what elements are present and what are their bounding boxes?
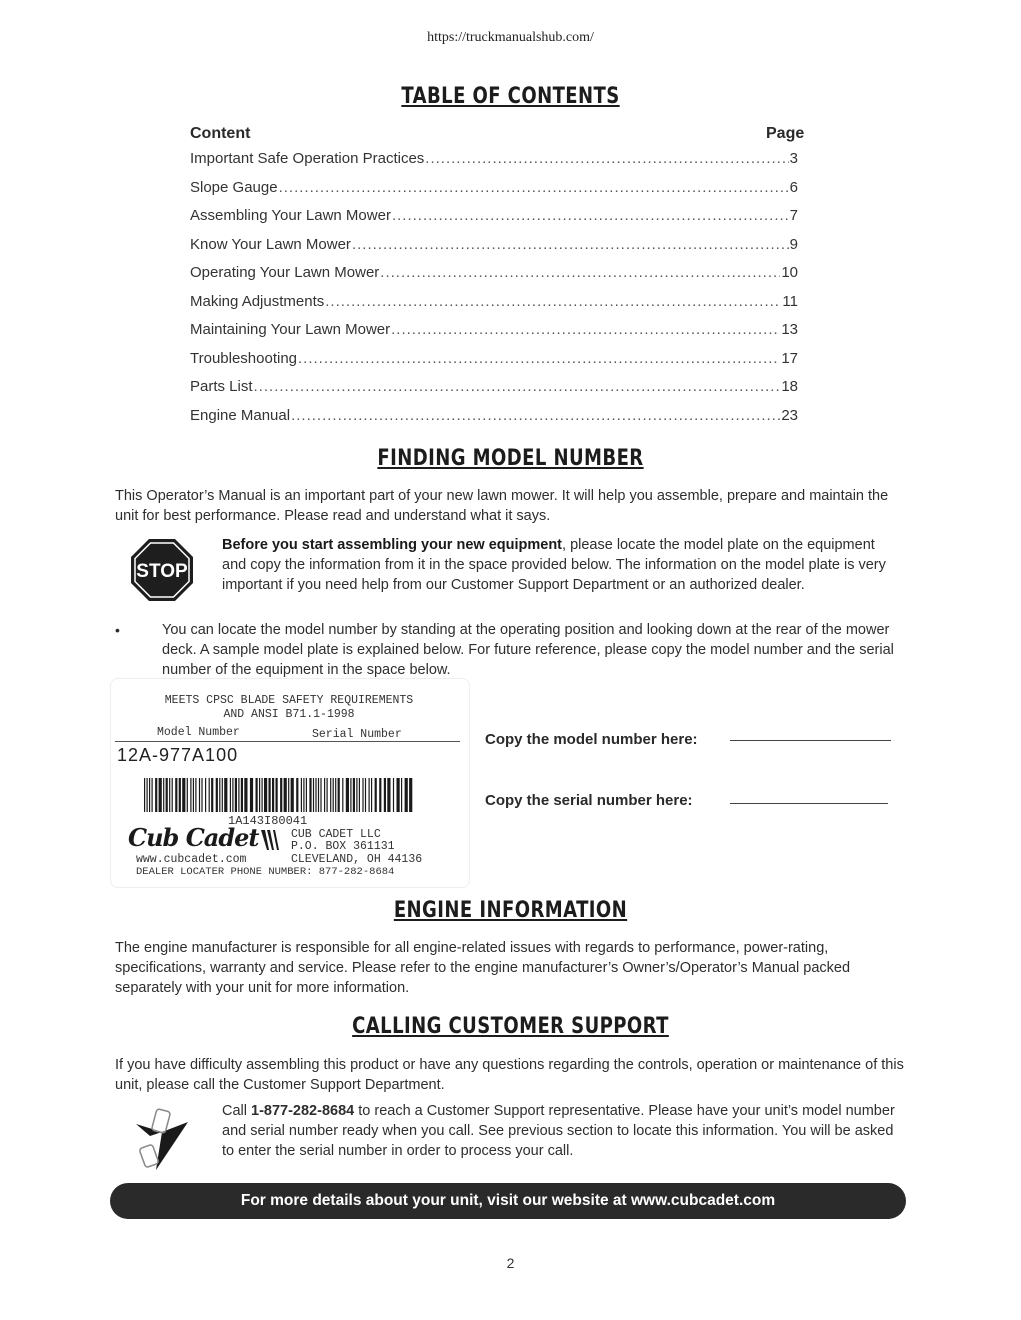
toc-entry: Troubleshooting ..... 17 bbox=[190, 350, 798, 379]
toc-entry: Operating Your Lawn Mower ..... 10 bbox=[190, 264, 798, 293]
support-call-paragraph: Call 1-877-282-8684 to reach a Customer Support representative. Please have your unit’s model number and serial number ready when you call. See previous section to locate this information. You will be asked to enter the serial number in order to process your call. bbox=[222, 1103, 895, 1159]
plate-serial-label: Serial Number bbox=[312, 728, 402, 741]
model-section-title: FINDING MODEL NUMBER bbox=[377, 446, 644, 471]
plate-dealer-phone: DEALER LOCATER PHONE NUMBER: 877-282-8684 bbox=[136, 866, 395, 878]
source-url: https://truckmanualshub.com/ bbox=[427, 30, 594, 45]
barcode bbox=[144, 778, 414, 812]
serial-number-line[interactable] bbox=[730, 803, 888, 804]
support-phone-number[interactable]: 1-877-282-8684 bbox=[251, 1103, 355, 1119]
stop-sign-label: STOP bbox=[136, 561, 188, 582]
toc-entry: Engine Manual ..... 23 bbox=[190, 407, 798, 436]
toc-list bbox=[190, 150, 798, 435]
cub-cadet-logo: Cub Cadet bbox=[128, 823, 259, 852]
support-intro: If you have difficulty assembling this product or have any questions regarding the controls, operation or maintenance of this unit, please call the Customer Support Department. bbox=[115, 1057, 904, 1093]
phone-icon bbox=[132, 1106, 194, 1172]
plate-divider bbox=[115, 741, 460, 742]
plate-model-label: Model Number bbox=[157, 726, 240, 739]
plate-line-2: AND ANSI B71.1-1998 bbox=[223, 708, 355, 721]
plate-line-1: MEETS CPSC BLADE SAFETY REQUIREMENTS bbox=[164, 694, 414, 707]
website-banner[interactable]: For more details about your unit, visit our website at www.cubcadet.com bbox=[110, 1183, 906, 1219]
model-location-bullet: You can locate the model number by standing at the operating position and looking down at the rear of the mower deck. A sample model plate is explained below. For future reference, please copy the model number and the serial number of the equipment in the space below. bbox=[162, 622, 894, 678]
toc-entry: Important Safe Operation Practices ..... 3 bbox=[190, 150, 798, 179]
engine-paragraph: The engine manufacturer is responsible for all engine-related issues with regards to performance, power-rating, specifications, warranty and service. Please refer to the engine manufacturer’s Owner’s/Operator’s Manual packed separately with your unit for more information. bbox=[115, 940, 851, 996]
toc-entry: Slope Gauge ..... 6 bbox=[190, 179, 798, 208]
model-intro: This Operator’s Manual is an important part of your new lawn mower. It will help you assemble, prepare and maintain the unit for best performance. Please read and understand what it says. bbox=[115, 488, 889, 524]
toc-entry: Parts List ..... 18 bbox=[190, 378, 798, 407]
stop-sign-icon bbox=[130, 538, 194, 602]
support-section-title: CALLING CUSTOMER SUPPORT bbox=[352, 1014, 669, 1039]
plate-address-1: CUB CADET LLC bbox=[291, 828, 381, 841]
copy-serial-label: Copy the serial number here: bbox=[485, 792, 693, 809]
toc-entry: Assembling Your Lawn Mower ..... 7 bbox=[190, 207, 798, 236]
engine-section-title: ENGINE INFORMATION bbox=[393, 898, 628, 923]
page-number: 2 bbox=[506, 1255, 515, 1271]
toc-col-content: Content bbox=[190, 125, 251, 142]
model-number-line[interactable] bbox=[730, 740, 891, 741]
toc-col-page: Page bbox=[766, 125, 805, 142]
toc-title: TABLE OF CONTENTS bbox=[401, 84, 620, 109]
plate-model-value: 12A-977A100 bbox=[117, 745, 239, 765]
barcode-text: 1A143I80041 bbox=[228, 814, 308, 828]
plate-address-3: CLEVELAND, OH 44136 bbox=[291, 853, 423, 866]
toc-entry: Maintaining Your Lawn Mower ..... 13 bbox=[190, 321, 798, 350]
plate-address-2: P.O. BOX 361131 bbox=[291, 840, 395, 853]
cub-cadet-mark-icon bbox=[258, 828, 282, 852]
copy-model-label: Copy the model number here: bbox=[485, 731, 698, 748]
bullet-marker: • bbox=[115, 622, 120, 638]
plate-website: www.cubcadet.com bbox=[136, 853, 247, 866]
stop-paragraph: Before you start assembling your new equipment, please locate the model plate on the equipment and copy the information from it in the space provided below. The information on the model plate is very important if you need help from our Customer Support Department or an authorized dealer. bbox=[222, 537, 886, 593]
toc-entry: Know Your Lawn Mower ..... 9 bbox=[190, 236, 798, 265]
toc-entry: Making Adjustments ..... 11 bbox=[190, 293, 798, 322]
